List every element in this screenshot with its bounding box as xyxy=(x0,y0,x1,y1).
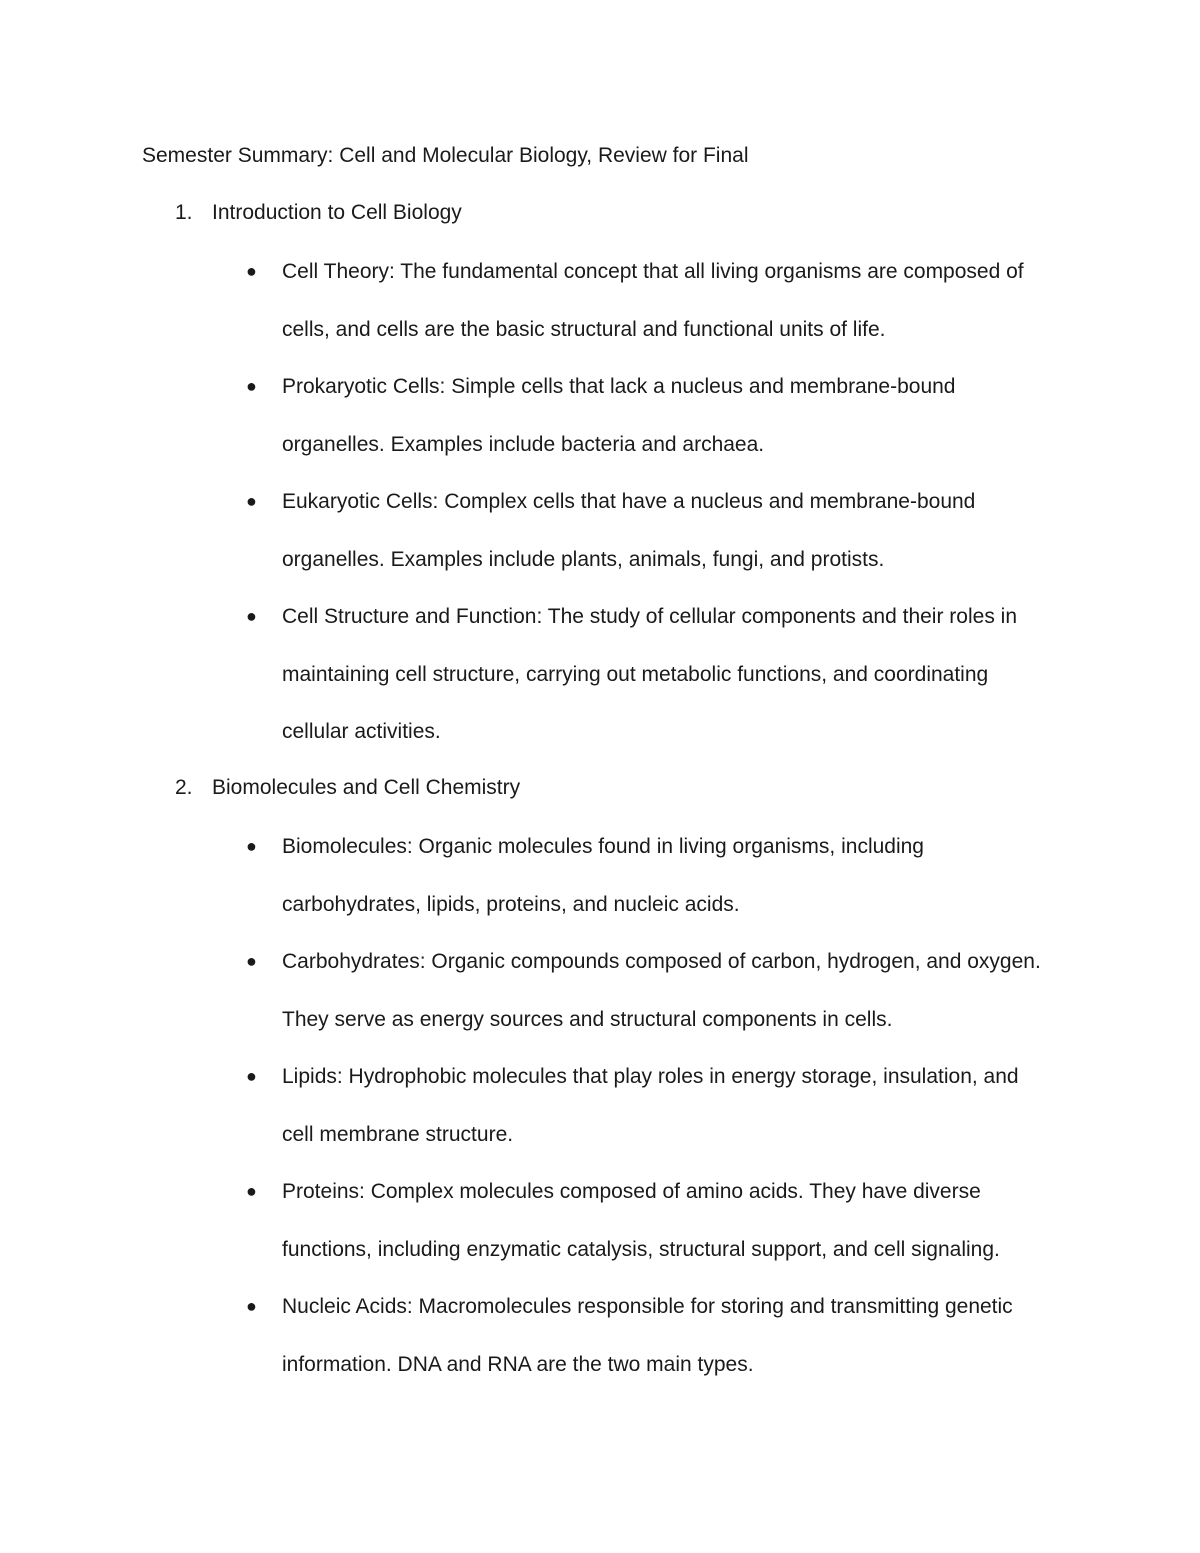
section-title: Biomolecules and Cell Chemistry xyxy=(212,776,521,799)
section-title: Introduction to Cell Biology xyxy=(212,201,462,224)
text-line: Proteins: Complex molecules composed of amino acids. They have diverse xyxy=(282,1180,981,1203)
bullet-icon: ● xyxy=(246,376,257,396)
list-item-text xyxy=(282,933,1072,1048)
list-item-text xyxy=(282,243,1072,358)
bullet-icon: ● xyxy=(246,491,257,511)
text-line: They serve as energy sources and structural components in cells. xyxy=(282,1007,893,1031)
text-line: Eukaryotic Cells: Complex cells that have a nucleus and membrane-bound xyxy=(282,490,976,513)
text-line: organelles. Examples include plants, animals, fungi, and protists. xyxy=(282,547,885,571)
bullet-icon: ● xyxy=(246,1066,257,1086)
text-line: cell membrane structure. xyxy=(282,1122,514,1146)
text-line: information. DNA and RNA are the two main types. xyxy=(282,1352,754,1376)
section-number: 2. xyxy=(175,776,193,799)
bullet-icon: ● xyxy=(246,606,257,626)
text-line: Nucleic Acids: Macromolecules responsible for storing and transmitting genetic xyxy=(282,1295,1013,1318)
text-line: maintaining cell structure, carrying out metabolic functions, and coordinating xyxy=(282,662,989,686)
list-item-text xyxy=(282,358,1072,473)
document-title: Semester Summary: Cell and Molecular Biology, Review for Final xyxy=(142,144,749,167)
bullet-icon: ● xyxy=(246,836,257,856)
text-line: Carbohydrates: Organic compounds composed of carbon, hydrogen, and oxygen. xyxy=(282,950,1041,973)
text-line: organelles. Examples include bacteria and archaea. xyxy=(282,432,765,456)
text-line: Cell Structure and Function: The study of cellular components and their roles in xyxy=(282,605,1017,628)
text-line: functions, including enzymatic catalysis, structural support, and cell signaling. xyxy=(282,1237,1000,1261)
text-line: cells, and cells are the basic structural and functional units of life. xyxy=(282,317,886,341)
section-number: 1. xyxy=(175,201,193,224)
text-line: Prokaryotic Cells: Simple cells that lack a nucleus and membrane-bound xyxy=(282,375,956,398)
text-line: Biomolecules: Organic molecules found in living organisms, including xyxy=(282,835,924,858)
text-line: Cell Theory: The fundamental concept that all living organisms are composed of xyxy=(282,260,1024,283)
list-item-text xyxy=(282,1163,1072,1278)
list-item-text xyxy=(282,1278,1072,1393)
list-item-text xyxy=(282,1048,1072,1163)
list-item-text xyxy=(282,473,1072,588)
bullet-icon: ● xyxy=(246,1181,257,1201)
bullet-icon: ● xyxy=(246,951,257,971)
bullet-icon: ● xyxy=(246,261,257,281)
text-line: Lipids: Hydrophobic molecules that play roles in energy storage, insulation, and xyxy=(282,1065,1019,1088)
text-line: carbohydrates, lipids, proteins, and nucleic acids. xyxy=(282,892,740,916)
list-item-text xyxy=(282,818,1072,933)
list-item-text xyxy=(282,588,1072,761)
bullet-icon: ● xyxy=(246,1296,257,1316)
text-line: cellular activities. xyxy=(282,720,441,744)
